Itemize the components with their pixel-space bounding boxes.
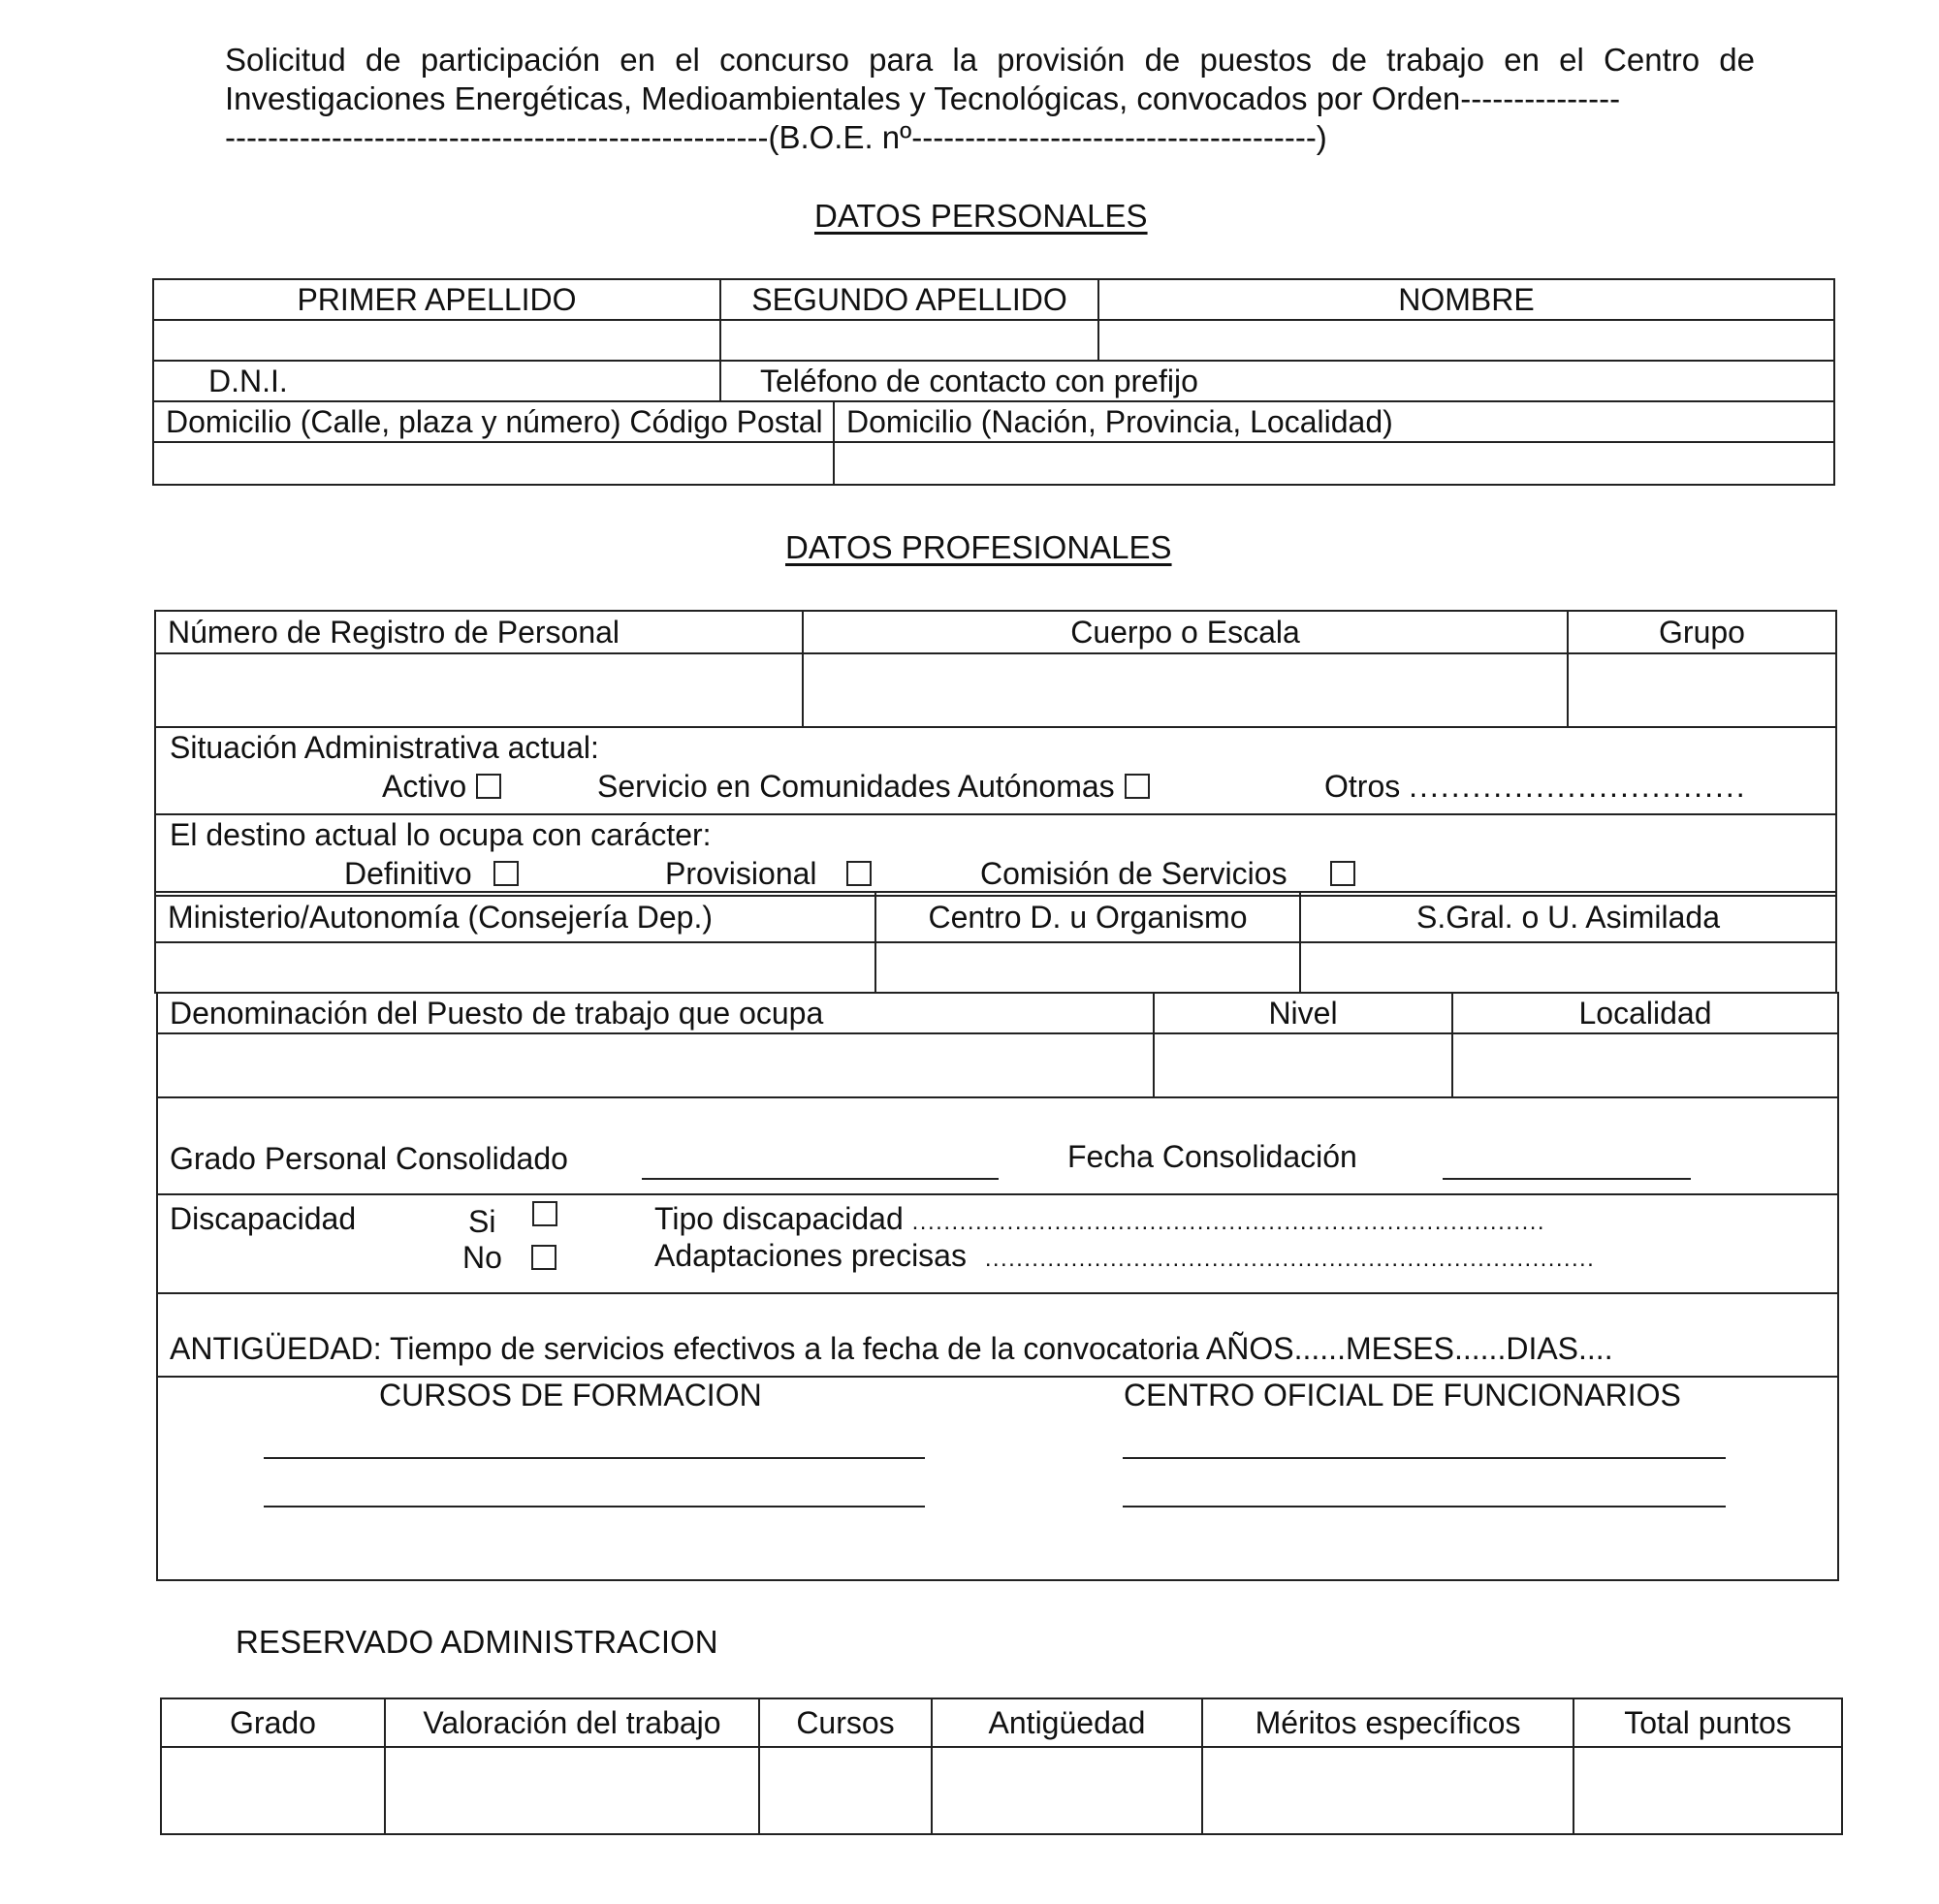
grado-value[interactable]	[161, 1747, 385, 1834]
comision-checkbox[interactable]	[1330, 861, 1355, 886]
definitivo-checkbox[interactable]	[493, 861, 519, 886]
centro-line-2[interactable]	[1123, 1506, 1726, 1507]
centro-oficial-label: CENTRO OFICIAL DE FUNCIONARIOS	[1124, 1378, 1681, 1412]
comision-option[interactable]: Comisión de Servicios	[980, 856, 1355, 892]
grado-label: Grado Personal Consolidado	[170, 1141, 568, 1176]
cursos-line-2[interactable]	[264, 1506, 925, 1507]
professional-data-table-top	[154, 610, 1837, 897]
cursos-label: CURSOS DE FORMACION	[379, 1378, 762, 1412]
primer-apellido-field[interactable]	[153, 320, 720, 361]
definitivo-option[interactable]: Definitivo	[344, 856, 519, 892]
sgral-label: S.Gral. o U. Asimilada	[1300, 892, 1836, 942]
domicilio-calle-field[interactable]	[153, 442, 834, 485]
cursos-value[interactable]	[759, 1747, 932, 1834]
nrp-field[interactable]	[155, 653, 803, 727]
adaptaciones-dots: ..............................................................................	[984, 1246, 1596, 1272]
domicilio-nacion-field[interactable]	[834, 442, 1834, 485]
situacion-label: Situación Administrativa actual:	[170, 730, 599, 765]
otros-option[interactable]: Otros ................................	[1324, 769, 1747, 804]
meritos-value[interactable]	[1202, 1747, 1573, 1834]
denominacion-field[interactable]	[157, 1033, 1154, 1097]
segundo-apellido-field[interactable]	[720, 320, 1098, 361]
otros-dots: ................................	[1409, 769, 1747, 804]
nombre-label: NOMBRE	[1098, 279, 1834, 320]
col-total: Total puntos	[1573, 1698, 1842, 1747]
telefono-label[interactable]: Teléfono de contacto con prefijo	[720, 361, 1834, 401]
antiguedad-text: ANTIGÜEDAD: Tiempo de servicios efectivos a la fecha de la convocatoria AÑOS......MESES......DIAS....	[170, 1331, 1613, 1366]
personal-data-table	[152, 278, 1835, 486]
professional-data-heading: DATOS PROFESIONALES	[785, 529, 1172, 565]
reservado-table	[160, 1698, 1843, 1835]
cuerpo-label: Cuerpo o Escala	[803, 611, 1568, 653]
fecha-label: Fecha Consolidación	[1067, 1139, 1357, 1174]
grado-line[interactable]	[642, 1178, 999, 1180]
servicio-ccaa-option[interactable]: Servicio en Comunidades Autónomas	[597, 769, 1150, 805]
provisional-option[interactable]: Provisional	[665, 856, 872, 892]
valoracion-value[interactable]	[385, 1747, 759, 1834]
ministerio-field[interactable]	[155, 942, 875, 993]
activo-checkbox[interactable]	[476, 774, 501, 799]
grado-cell	[157, 1097, 1838, 1194]
no-option[interactable]: No	[462, 1240, 556, 1276]
col-valoracion: Valoración del trabajo	[385, 1698, 759, 1747]
intro-paragraph	[225, 41, 1755, 157]
domicilio-calle-label: Domicilio (Calle, plaza y número) Código Postal	[153, 401, 834, 442]
localidad-field[interactable]	[1452, 1033, 1838, 1097]
si-option[interactable]: Si	[468, 1201, 557, 1240]
grupo-field[interactable]	[1568, 653, 1836, 727]
primer-apellido-label: PRIMER APELLIDO	[153, 279, 720, 320]
col-cursos: Cursos	[759, 1698, 932, 1747]
dni-text: D.N.I.	[208, 361, 720, 401]
destino-label: El destino actual lo ocupa con carácter:	[170, 817, 712, 852]
centro-line-1[interactable]	[1123, 1457, 1726, 1459]
intro-line-3: ---------------------------------------------------(B.O.E. nº--------------------------------------)	[225, 119, 1327, 155]
intro-line-2: Investigaciones Energéticas, Medioambientales y Tecnológicas, convocados por Orden---------------	[225, 80, 1621, 116]
sgral-field[interactable]	[1300, 942, 1836, 993]
nivel-field[interactable]	[1154, 1033, 1452, 1097]
destino-cell	[155, 814, 1836, 896]
discapacidad-cell	[157, 1194, 1838, 1293]
col-antiguedad: Antigüedad	[932, 1698, 1202, 1747]
denominacion-label: Denominación del Puesto de trabajo que ocupa	[157, 993, 1154, 1033]
si-checkbox[interactable]	[532, 1201, 557, 1226]
adaptaciones[interactable]: Adaptaciones precisas ..............................................................................	[654, 1238, 1596, 1273]
personal-data-heading: DATOS PERSONALES	[814, 198, 1148, 234]
situacion-cell	[155, 727, 1836, 814]
antiguedad-value[interactable]	[932, 1747, 1202, 1834]
nrp-label: Número de Registro de Personal	[155, 611, 803, 653]
servicio-ccaa-checkbox[interactable]	[1125, 774, 1150, 799]
col-grado: Grado	[161, 1698, 385, 1747]
nombre-field[interactable]	[1098, 320, 1834, 361]
activo-option[interactable]: Activo	[382, 769, 501, 805]
no-checkbox[interactable]	[531, 1245, 556, 1270]
col-meritos: Méritos específicos	[1202, 1698, 1573, 1747]
grupo-label: Grupo	[1568, 611, 1836, 653]
segundo-apellido-label: SEGUNDO APELLIDO	[720, 279, 1098, 320]
tipo-dots: ................................................................................	[911, 1209, 1546, 1235]
discapacidad-label: Discapacidad	[170, 1201, 357, 1236]
cursos-line-1[interactable]	[264, 1457, 925, 1459]
domicilio-nacion-label: Domicilio (Nación, Provincia, Localidad)	[834, 401, 1834, 442]
fecha-line[interactable]	[1443, 1178, 1691, 1180]
localidad-label: Localidad	[1452, 993, 1838, 1033]
provisional-checkbox[interactable]	[846, 861, 872, 886]
antiguedad-cell[interactable]	[157, 1293, 1838, 1377]
cuerpo-field[interactable]	[803, 653, 1568, 727]
centro-field[interactable]	[875, 942, 1300, 993]
cursos-cell	[157, 1377, 1838, 1580]
ministerio-label: Ministerio/Autonomía (Consejería Dep.)	[155, 892, 875, 942]
centro-label: Centro D. u Organismo	[875, 892, 1300, 942]
reservado-heading: RESERVADO ADMINISTRACION	[236, 1624, 718, 1660]
destino-table	[154, 891, 1837, 994]
intro-line-1: Solicitud de participación en el concurso para la provisión de puestos de trabajo en el Centro de	[225, 42, 1755, 78]
dni-label[interactable]	[153, 361, 208, 401]
nivel-label: Nivel	[1154, 993, 1452, 1033]
tipo-discapacidad[interactable]: Tipo discapacidad ................................................................................	[654, 1201, 1546, 1236]
total-value[interactable]	[1573, 1747, 1842, 1834]
puesto-table	[156, 992, 1839, 1581]
